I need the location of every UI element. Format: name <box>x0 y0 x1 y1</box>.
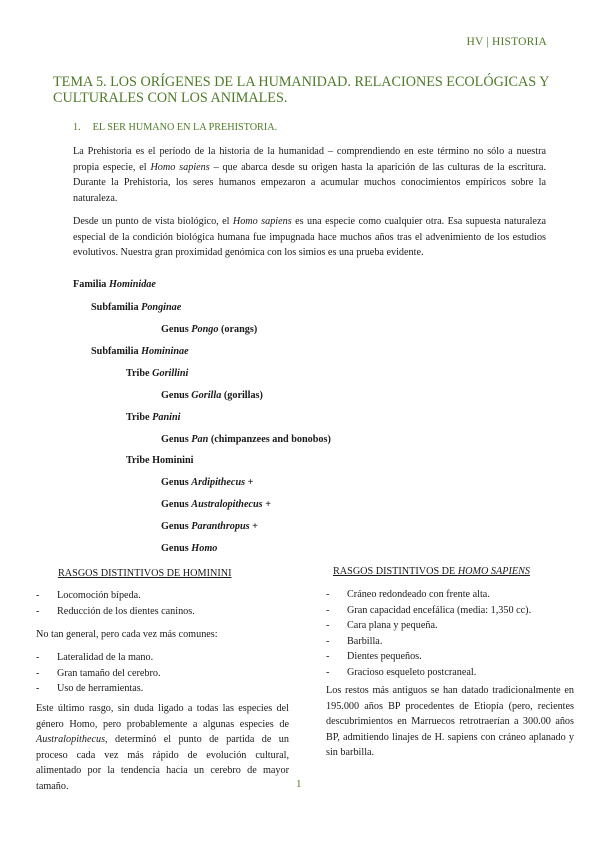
hominini-secondary-list <box>36 650 161 697</box>
section-number: 1. <box>73 122 81 133</box>
taxon-subfamilia-ponginae: Subfamilia Ponginae <box>91 302 182 313</box>
list-item: - Cráneo redondeado con frente alta. <box>326 587 531 603</box>
section-title: EL SER HUMANO EN LA PREHISTORIA. <box>92 122 278 133</box>
list-item: - Uso de herramientas. <box>36 681 161 697</box>
taxon-genus-gorilla: Genus Gorilla (gorillas) <box>161 390 263 401</box>
list-item: - Gran capacidad encefálica (media: 1,350 cc). <box>326 603 531 619</box>
sapiens-traits-heading: RASGOS DISTINTIVOS DE HOMO SAPIENS <box>333 566 530 577</box>
text-run: , determinó el punto de partida de un proceso cada vez más rápido de evolución cultural, alimentado por la tendencia hacia un cerebro de mayor tamaño. <box>36 734 289 792</box>
hominini-traits-heading: RASGOS DISTINTIVOS DE HOMININI <box>58 568 232 579</box>
taxon-genus-pongo: Genus Pongo (orangs) <box>161 324 258 335</box>
taxon-tribe-hominini: Tribe Hominini <box>126 455 194 466</box>
running-header: HV | HISTORIA <box>466 36 547 48</box>
list-item: - Locomoción bípeda. <box>36 588 195 604</box>
hominini-closing-paragraph <box>36 701 289 795</box>
taxon-subfamilia-homininae: Subfamilia Homininae <box>91 346 189 357</box>
list-item: - Reducción de los dientes caninos. <box>36 604 195 620</box>
text-run: es una especie como cualquier otra. Esa supuesta naturaleza especial de la condición biológica humana fue impugnada hace muchos años tras el advenimiento de los estudios evolutivos. Nuestra gran proximidad genómica con los simios es una prueba evidente. <box>73 216 546 259</box>
hominini-secondary-intro: No tan general, pero cada vez más comunes: <box>36 629 218 640</box>
page-number: 1 <box>296 778 302 790</box>
text-run: Desde un punto de vista biológico, el <box>73 216 233 227</box>
list-item: - Barbilla. <box>326 634 531 650</box>
taxon-tribe-panini: Tribe Panini <box>126 412 181 423</box>
chapter-title: TEMA 5. LOS ORÍGENES DE LA HUMANIDAD. RELACIONES ECOLÓGICAS Y CULTURALES CON LOS ANIMALES. <box>53 74 549 106</box>
taxon-familia: Familia Hominidae <box>73 279 156 290</box>
taxon-genus-homo: Genus Homo <box>161 543 218 554</box>
hominini-traits-list <box>36 588 195 619</box>
sapiens-closing-paragraph: Los restos más antiguos se han datado tradicionalmente en 195.000 años BP procedentes de Etiopía (pero, recientes descubrimientos en Marruecos retrotraerían a 300.00 años BP, admitiendo linajes de H. sapiens con cráneo aplanado y sin barbilla. <box>326 685 574 759</box>
taxon-genus-ardipithecus: Genus Ardipithecus + <box>161 477 254 488</box>
text-run: La Prehistoria es el período de la historia de la humanidad – comprendiendo en este término no sólo a nuestra propia especie, el <box>73 146 546 173</box>
taxon-genus-australopithecus: Genus Australopithecus + <box>161 499 271 510</box>
list-item: - Dientes pequeños. <box>326 649 531 665</box>
text-run: – que abarca desde su origen hasta la aparición de las culturas de la escritura. Durante la Prehistoria, los seres humanos empezaron a acumular muchos conocimientos empíricos sobre la naturaleza. <box>73 161 546 204</box>
list-item: - Cara plana y pequeña. <box>326 618 531 634</box>
sapiens-traits-list <box>326 587 531 681</box>
paragraph-biologia <box>73 214 546 261</box>
taxon-tribe-gorillini: Tribe Gorillini <box>126 368 189 379</box>
emphasis: Homo sapiens <box>232 216 292 227</box>
text-run: Este último rasgo, sin duda ligado a todas las especies del género Homo, pero probablemente a algunas especies de <box>36 703 289 730</box>
emphasis: Homo sapiens <box>150 161 210 173</box>
list-item: - Lateralidad de la mano. <box>36 650 161 666</box>
section-heading <box>73 122 277 133</box>
taxon-genus-paranthropus: Genus Paranthropus + <box>161 521 258 532</box>
emphasis: Australopithecus <box>36 734 106 746</box>
list-item: - Gracioso esqueleto postcraneal. <box>326 665 531 681</box>
paragraph-prehistoria <box>73 144 546 206</box>
taxon-genus-pan: Genus Pan (chimpanzees and bonobos) <box>161 434 331 445</box>
list-item: - Gran tamaño del cerebro. <box>36 666 161 682</box>
